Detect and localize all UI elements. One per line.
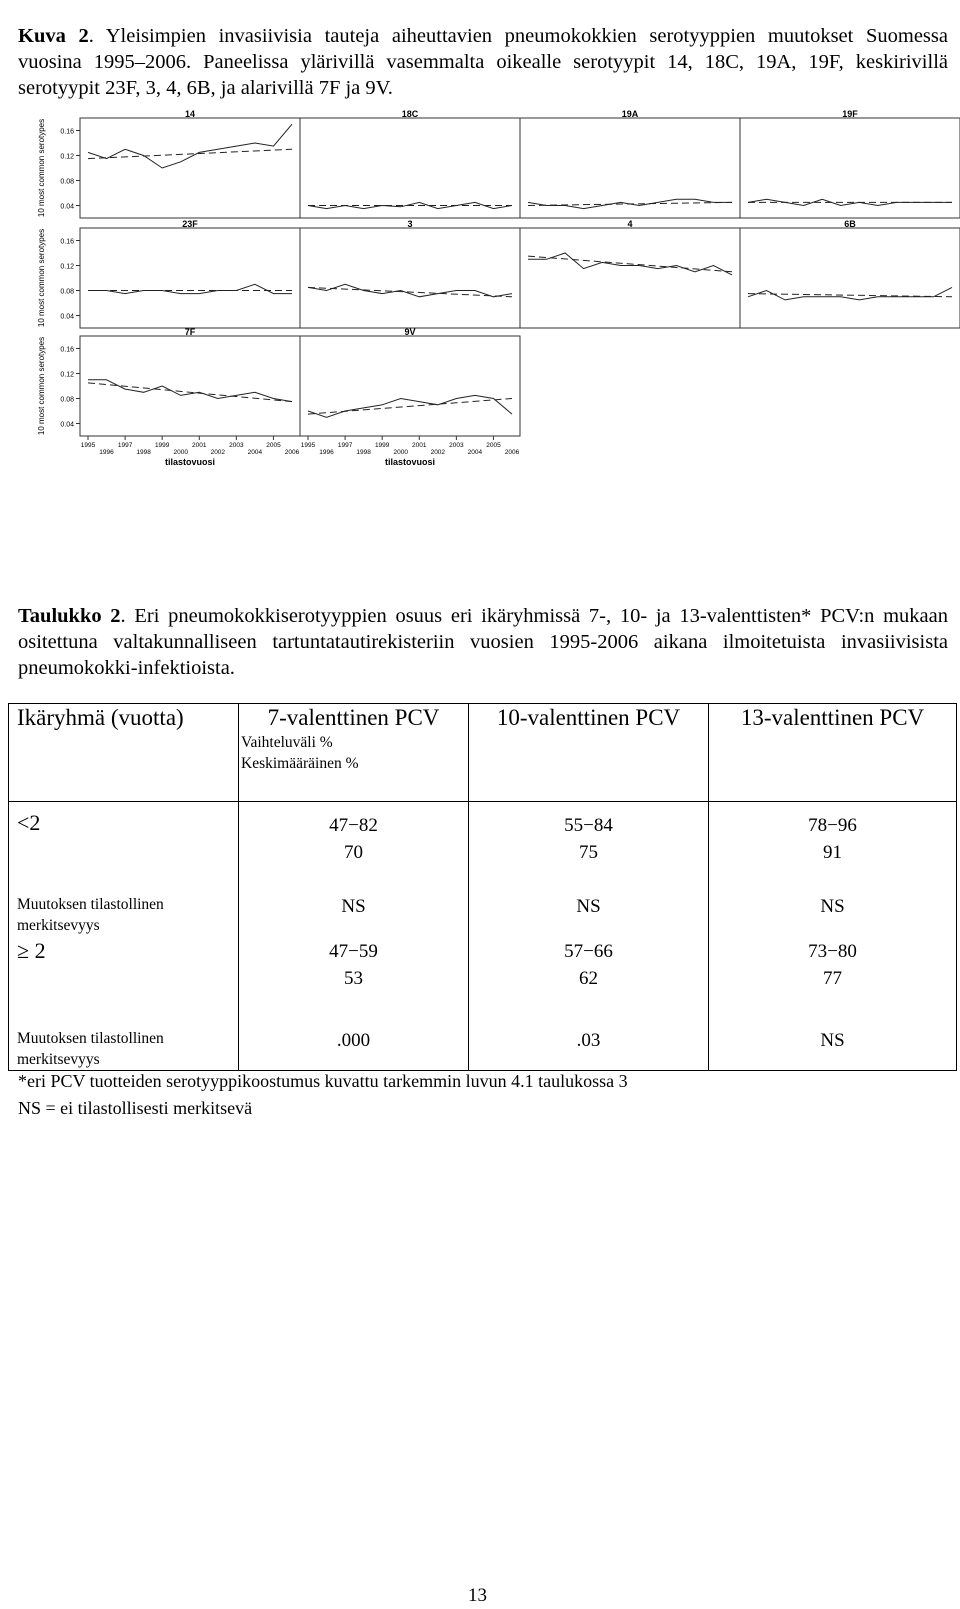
panel-frame bbox=[300, 118, 520, 218]
panel-frame bbox=[740, 228, 960, 328]
x-axis-label: tilastovuosi bbox=[164, 457, 216, 467]
significance-value: NS bbox=[709, 1024, 957, 1071]
mean-value: 70 bbox=[344, 842, 363, 863]
significance-value: NS bbox=[469, 890, 709, 936]
footnote-ns: NS = ei tilastollisesti merkitsevä bbox=[18, 1098, 253, 1118]
x-axis-label: tilastovuosi bbox=[384, 457, 436, 467]
serotype-coverage-table bbox=[8, 703, 957, 1071]
panel-title: 23F bbox=[182, 219, 198, 229]
figure-caption-label: Kuva 2 bbox=[18, 24, 89, 47]
table-row bbox=[9, 1024, 957, 1071]
x-tick-label: 2001 bbox=[412, 442, 427, 449]
x-tick-label: 2002 bbox=[210, 449, 226, 456]
x-tick-label: 2001 bbox=[192, 442, 207, 449]
x-tick-label: 1998 bbox=[356, 449, 371, 456]
significance-value: NS bbox=[709, 890, 957, 936]
mean-value: 77 bbox=[823, 967, 842, 989]
panel-19F bbox=[740, 109, 960, 218]
panel-frame bbox=[80, 336, 300, 436]
table-row bbox=[9, 890, 957, 936]
figure-caption-text: . Yleisimpien invasiivisia tauteja aiheuttavien pneumokokkien serotyyppien muutokset Suomessa vuosina 1995–2006. Paneelissa ylärivillä vasemmalta oikealle serotyypit 14, 18C, 19A, 19F, keskirivillä serotyypit 23F, 3, 4, 6B, ja alarivillä 7F ja 9V. bbox=[18, 24, 948, 99]
panel-frame bbox=[520, 228, 740, 328]
header-pcv7 bbox=[239, 704, 469, 802]
y-axis-label: 10 most common serotypes bbox=[37, 118, 46, 218]
panel-19A bbox=[520, 109, 740, 218]
header-pcv7-label: 7-valenttinen PCV bbox=[267, 705, 440, 730]
y-tick-label: 0.16 bbox=[60, 128, 74, 136]
significance-label: Muutoksen tilastollinen merkitsevyys bbox=[9, 1024, 239, 1071]
panel-23F bbox=[37, 219, 300, 328]
panel-frame bbox=[300, 228, 520, 328]
panel-title: 3 bbox=[407, 219, 413, 229]
panel-title: 7F bbox=[184, 327, 196, 337]
panel-title: 19F bbox=[842, 109, 858, 119]
header-pcv10: 10-valenttinen PCV bbox=[469, 704, 709, 802]
page-number: 13 bbox=[468, 1585, 487, 1606]
x-tick-label: 1997 bbox=[337, 442, 353, 449]
x-tick-label: 1995 bbox=[300, 442, 316, 449]
value-cell bbox=[709, 802, 957, 890]
value-cell bbox=[709, 936, 957, 1024]
header-age-group: Ikäryhmä (vuotta) bbox=[9, 704, 239, 802]
range-value: 73−80 bbox=[808, 940, 857, 962]
x-tick-label: 2006 bbox=[284, 449, 300, 456]
x-tick-label: 2006 bbox=[504, 449, 520, 456]
significance-value: NS bbox=[239, 890, 469, 936]
x-tick-label: 2003 bbox=[449, 442, 464, 449]
table-caption bbox=[18, 603, 948, 681]
value-cell bbox=[469, 802, 709, 890]
y-tick-label: 0.04 bbox=[60, 203, 74, 211]
x-tick-label: 1999 bbox=[374, 442, 390, 449]
y-tick-label: 0.08 bbox=[60, 288, 74, 296]
x-tick-label: 1997 bbox=[117, 442, 133, 449]
x-tick-label: 2004 bbox=[247, 449, 263, 456]
panel-frame bbox=[80, 118, 300, 218]
y-tick-label: 0.12 bbox=[60, 371, 74, 379]
panel-6B bbox=[740, 219, 960, 328]
footnote-pcv: *eri PCV tuotteiden serotyyppikoostumus kuvattu tarkemmin luvun 4.1 taulukossa 3 bbox=[18, 1071, 628, 1091]
x-tick-label: 2000 bbox=[173, 449, 188, 456]
table-caption-text: . Eri pneumokokkiserotyyppien osuus eri ikäryhmissä 7-, 10- ja 13-valenttisten* PCV:n mukaan ositettuna valtakunnalliseen tartuntatautirekisteriin vuosien 1995-2006 aikana ilmoitetuista invasiivisista pneumokokki-infektioista. bbox=[18, 604, 949, 679]
value-cell bbox=[239, 802, 469, 890]
range-value: 78−96 bbox=[808, 815, 857, 836]
mean-value: 75 bbox=[579, 842, 598, 863]
panel-3 bbox=[300, 219, 520, 328]
x-tick-label: 1996 bbox=[319, 449, 334, 456]
y-tick-label: 0.08 bbox=[60, 396, 74, 404]
panel-title: 19A bbox=[621, 109, 639, 119]
range-value: 57−66 bbox=[564, 940, 613, 962]
panel-title: 14 bbox=[184, 109, 196, 119]
header-pcv13: 13-valenttinen PCV bbox=[709, 704, 957, 802]
range-value: 47−82 bbox=[329, 815, 378, 836]
value-cell bbox=[469, 936, 709, 1024]
x-tick-label: 2005 bbox=[266, 442, 281, 449]
age-group-cell: ≥ 2 bbox=[9, 936, 239, 1024]
y-tick-label: 0.16 bbox=[60, 238, 74, 246]
mean-value: 53 bbox=[344, 967, 363, 989]
y-tick-label: 0.12 bbox=[60, 263, 74, 271]
x-tick-label: 1999 bbox=[154, 442, 170, 449]
table-caption-label: Taulukko 2 bbox=[18, 604, 121, 627]
serotype-trend-figure bbox=[18, 108, 938, 467]
panel-title: 18C bbox=[401, 109, 419, 119]
x-tick-label: 1995 bbox=[80, 442, 96, 449]
x-tick-label: 2004 bbox=[467, 449, 483, 456]
y-tick-label: 0.04 bbox=[60, 421, 74, 429]
panel-4 bbox=[520, 219, 740, 328]
panel-title: 9V bbox=[404, 327, 416, 337]
x-tick-label: 1996 bbox=[99, 449, 114, 456]
x-tick-label: 2002 bbox=[430, 449, 446, 456]
range-value: 55−84 bbox=[564, 815, 613, 836]
panel-14 bbox=[37, 109, 300, 218]
panel-title: 4 bbox=[627, 219, 633, 229]
value-cell bbox=[239, 936, 469, 1024]
mean-value: 62 bbox=[579, 967, 598, 989]
mean-value: 91 bbox=[823, 842, 842, 863]
header-mean-label: Keskimääräinen % bbox=[241, 755, 359, 772]
age-group-cell: <2 bbox=[9, 802, 239, 890]
y-tick-label: 0.16 bbox=[60, 346, 74, 354]
table-row bbox=[9, 936, 957, 1024]
significance-value: .03 bbox=[469, 1024, 709, 1071]
x-tick-label: 2005 bbox=[486, 442, 501, 449]
y-axis-label: 10 most common serotypes bbox=[37, 228, 46, 328]
x-tick-label: 1998 bbox=[136, 449, 151, 456]
x-tick-label: 2000 bbox=[393, 449, 408, 456]
y-axis-label: 10 most common serotypes bbox=[37, 336, 46, 436]
panel-frame bbox=[740, 118, 960, 218]
figure-caption bbox=[18, 23, 948, 101]
range-value: 47−59 bbox=[329, 940, 378, 962]
panel-frame bbox=[80, 228, 300, 328]
panel-title: 6B bbox=[844, 219, 856, 229]
x-tick-label: 2003 bbox=[229, 442, 244, 449]
y-tick-label: 0.12 bbox=[60, 153, 74, 161]
panel-18C bbox=[300, 109, 520, 218]
table-row bbox=[9, 802, 957, 890]
panel-7F bbox=[37, 327, 300, 467]
panel-frame bbox=[300, 336, 520, 436]
significance-value: .000 bbox=[239, 1024, 469, 1071]
y-tick-label: 0.08 bbox=[60, 178, 74, 186]
y-tick-label: 0.04 bbox=[60, 313, 74, 321]
header-range-label: Vaihteluväli % bbox=[241, 734, 333, 751]
significance-label: Muutoksen tilastollinen merkitsevyys bbox=[9, 890, 239, 936]
panel-9V bbox=[300, 327, 520, 467]
